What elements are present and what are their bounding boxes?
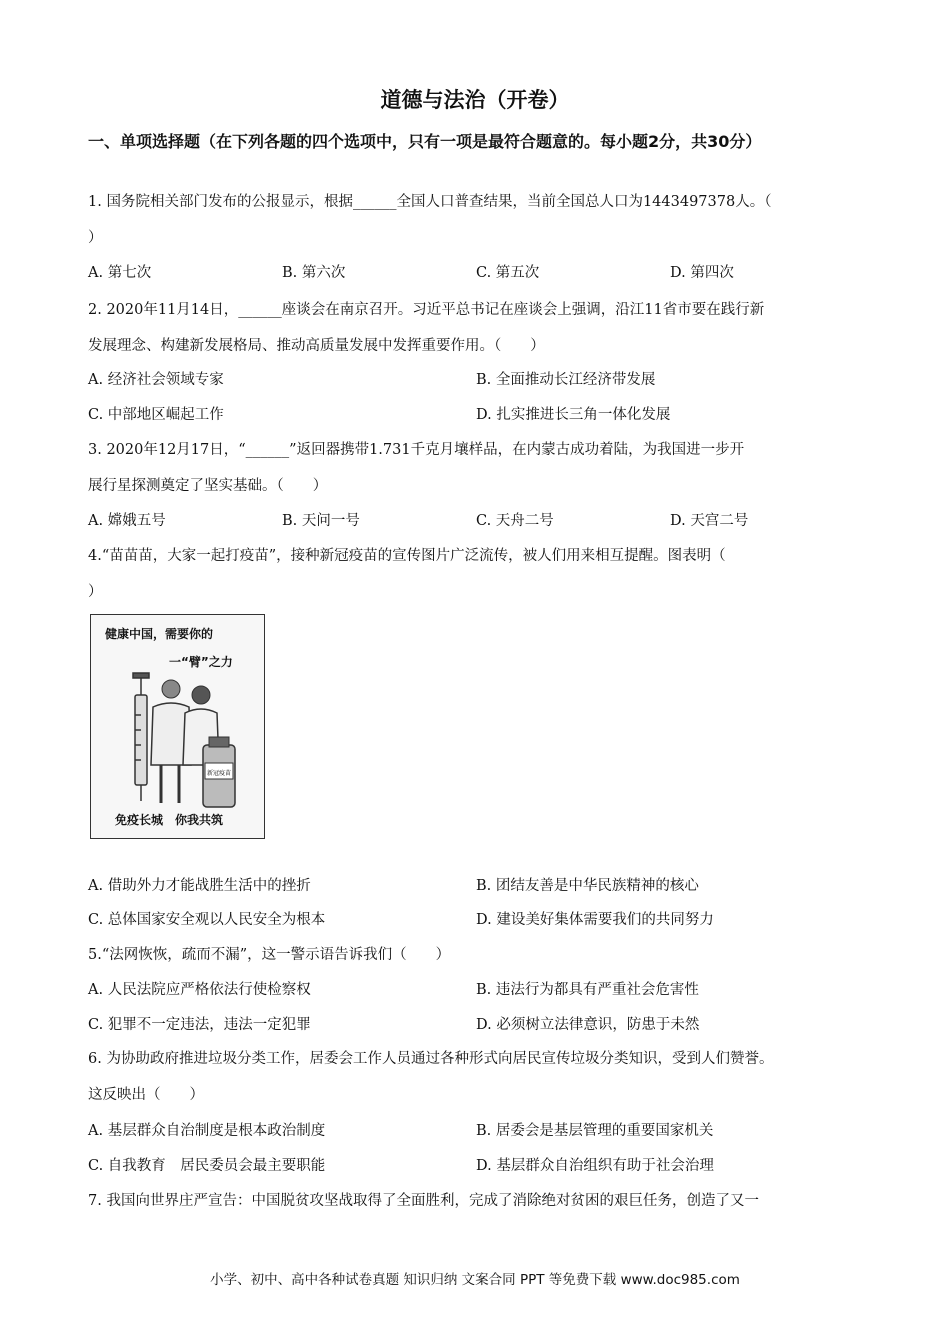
question-5-line-1: 5.“法网恢恢，疏而不漏”，这一警示语告诉我们（ ） [88,947,451,963]
q4-option-a: A. 借助外力才能战胜生活中的挫折 [88,878,311,894]
page-footer: 小学、初中、高中各种试卷真题 知识归纳 文案合同 PPT 等免费下载 www.doc985.com [210,1272,740,1288]
question-2-line-1: 2. 2020年11月14日，______座谈会在南京召开。习近平总书记在座谈会上强调，沿江11省市要在践行新 [88,302,765,318]
question-6-line-1: 6. 为协助政府推进垃圾分类工作，居委会工作人员通过各种形式向居民宣传垃圾分类知识，受到人们赞誉。 [88,1051,774,1067]
poster-text-line-2: 一“臂”之力 [169,655,233,669]
section-heading: 一、单项选择题（在下列各题的四个选项中，只有一项是最符合题意的。每小题2分，共30分） [88,132,762,151]
q3-option-a: A. 嫦娥五号 [88,513,166,529]
q1-option-b: B. 第六次 [282,265,346,281]
poster-text-line-1: 健康中国，需要你的 [105,627,214,641]
q1-option-c: C. 第五次 [476,265,540,281]
q1-option-a: A. 第七次 [88,265,152,281]
q5-option-b: B. 违法行为都具有严重社会危害性 [476,982,699,998]
question-1-line-1: 1. 国务院相关部门发布的公报显示，根据______全国人口普查结果，当前全国总人口为1443497378人。（ [88,194,772,210]
q2-option-d: D. 扎实推进长三角一体化发展 [476,407,671,423]
q3-option-b: B. 天问一号 [282,513,360,529]
poster-text-line-3: 免疫长城 你我共筑 [115,813,224,827]
q4-option-c: C. 总体国家安全观以人民安全为根本 [88,912,326,928]
vial-label: 新冠疫苗 [206,770,232,777]
q5-option-c: C. 犯罪不一定违法，违法一定犯罪 [88,1017,311,1033]
q5-option-a: A. 人民法院应严格依法行使检察权 [88,982,311,998]
q6-option-d: D. 基层群众自治组织有助于社会治理 [476,1158,714,1174]
q6-option-c: C. 自我教育 居民委员会最主要职能 [88,1158,326,1174]
poster-illustration [91,615,263,837]
question-7-line-1: 7. 我国向世界庄严宣告：中国脱贫攻坚战取得了全面胜利，完成了消除绝对贫困的艰巨任务，创造了又一 [88,1193,759,1209]
q2-option-c: C. 中部地区崛起工作 [88,407,224,423]
question-3-line-2: 展行星探测奠定了坚实基础。（ ） [88,478,328,494]
q5-option-d: D. 必须树立法律意识，防患于未然 [476,1017,700,1033]
q4-option-b: B. 团结友善是中华民族精神的核心 [476,878,699,894]
q6-option-a: A. 基层群众自治制度是根本政治制度 [88,1123,326,1139]
q3-option-c: C. 天舟二号 [476,513,554,529]
q2-option-b: B. 全面推动长江经济带发展 [476,372,656,388]
question-2-line-2: 发展理念、构建新发展格局、推动高质量发展中发挥重要作用。（ ） [88,338,545,354]
question-4-line-1: 4.“苗苗苗，大家一起打疫苗”，接种新冠疫苗的宣传图片广泛流传，被人们用来相互提醒。图表明（ [88,548,726,564]
page-title: 道德与法治（开卷） [380,88,570,112]
q4-option-d: D. 建设美好集体需要我们的共同努力 [476,912,714,928]
question-1-line-2: ） [88,230,103,246]
q2-option-a: A. 经济社会领域专家 [88,372,224,388]
q3-option-d: D. 天宫二号 [670,513,749,529]
vaccine-poster-image [90,614,265,839]
question-6-line-2: 这反映出（ ） [88,1087,204,1103]
q1-option-d: D. 第四次 [670,265,734,281]
question-4-line-2: ） [88,584,103,600]
question-3-line-1: 3. 2020年12月17日，“______”返回器携带1.731千克月壤样品，在内蒙古成功着陆，为我国进一步开 [88,442,745,458]
q6-option-b: B. 居委会是基层管理的重要国家机关 [476,1123,714,1139]
